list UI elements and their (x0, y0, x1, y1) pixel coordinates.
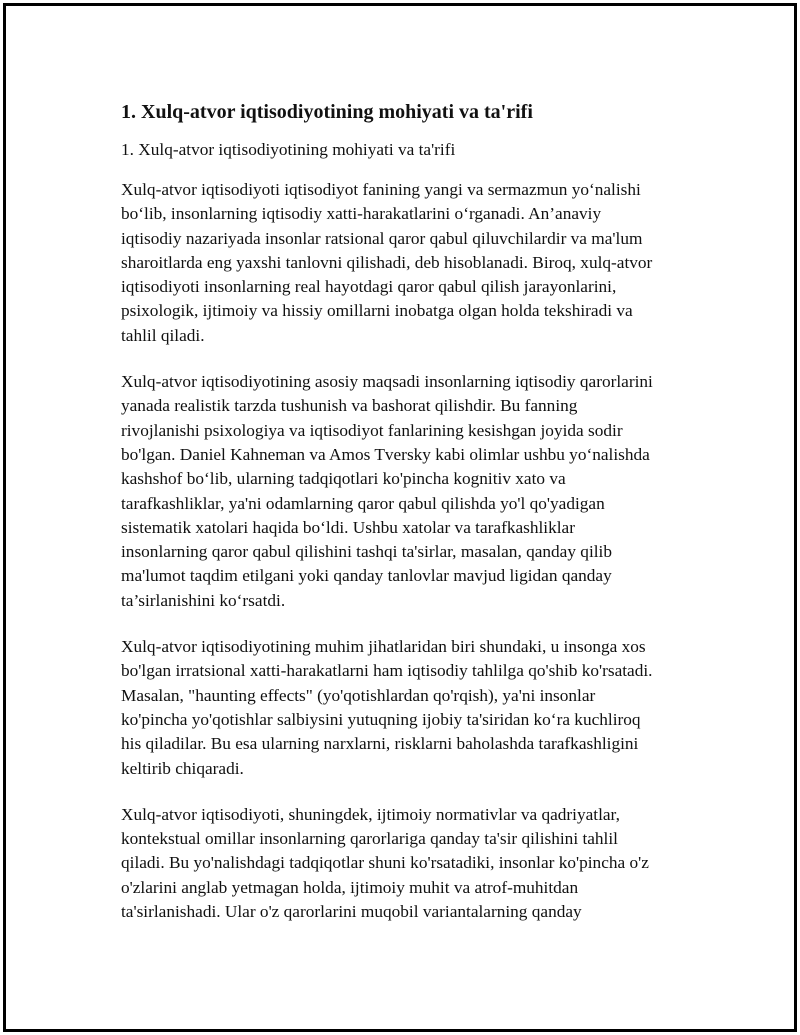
document-subheading: 1. Xulq-atvor iqtisodiyotining mohiyati va ta'rifi (121, 140, 456, 159)
text-line: tahlil qiladi. (121, 325, 205, 345)
text-line: his qiladilar. Bu esa ularning narxlarni, risklarni baholashda tarafkashligini (121, 734, 639, 754)
text-line: ta’sirlanishini ko‘rsatdi. (121, 590, 286, 610)
text-line: yanada realistik tarzda tushunish va bashorat qilishdir. Bu fanning (121, 396, 578, 416)
document-body (121, 98, 701, 946)
text-line: bo'lgan irratsional xatti-harakatlarni ham iqtisodiy tahlilga qo'shib ko'rsatadi. (121, 661, 653, 681)
text-line: ta'sirlanishadi. Ular o'z qarorlarini muqobil variantalarning qanday (121, 902, 582, 922)
page-frame (3, 3, 797, 1032)
paragraph-3 (121, 635, 701, 781)
text-line: bo‘lib, insonlarning iqtisodiy xatti-harakatlarini o‘rganadi. An’anaviy (121, 204, 602, 224)
text-line: keltirib chiqaradi. (121, 758, 244, 778)
text-line: ma'lumot taqdim etilgani yoki qanday tanlovlar mavjud ligidan qanday (121, 566, 612, 586)
text-line: kontekstual omillar insonlarning qarorlariga qanday ta'sir qilishini tahlil (121, 829, 618, 849)
text-line: iqtisodiy nazariyada insonlar ratsional qaror qabul qiluvchilardir va ma'lum (121, 228, 643, 248)
paragraph-2 (121, 370, 701, 613)
text-line: ko'pincha yo'qotishlar salbiysini yutuqning ijobiy ta'siridan ko‘ra kuchliroq (121, 709, 641, 729)
text-line: Masalan, "haunting effects" (yo'qotishlardan qo'rqish), ya'ni insonlar (121, 685, 596, 705)
text-line: Xulq-atvor iqtisodiyotining muhim jihatlaridan biri shundaki, u insonga xos (121, 637, 646, 657)
text-line: tarafkashliklar, ya'ni odamlarning qaror qabul qilishda yo'l qo'yadigan (121, 493, 605, 513)
text-line: psixologik, ijtimoiy va hissiy omillarni inobatga olgan holda tekshiradi va (121, 301, 633, 321)
text-line: rivojlanishi psixologiya va iqtisodiyot fanlarining kesishgan joyida sodir (121, 420, 623, 440)
text-line: iqtisodiyoti insonlarning real hayotdagi qaror qabul qilish jarayonlarini, (121, 277, 617, 297)
text-line: Xulq-atvor iqtisodiyotining asosiy maqsadi insonlarning iqtisodiy qarorlarini (121, 372, 653, 392)
paragraph-1 (121, 178, 701, 348)
text-line: bo'lgan. Daniel Kahneman va Amos Tversky kabi olimlar ushbu yo‘nalishda (121, 444, 650, 464)
text-line: qiladi. Bu yo'nalishdagi tadqiqotlar shuni ko'rsatadiki, insonlar ko'pincha o'z (121, 853, 649, 873)
text-line: Xulq-atvor iqtisodiyoti, shuningdek, ijtimoiy normativlar va qadriyatlar, (121, 804, 620, 824)
text-line: Xulq-atvor iqtisodiyoti iqtisodiyot fanining yangi va sermazmun yo‘nalishi (121, 180, 641, 199)
text-line: o'zlarini anglab yetmagan holda, ijtimoiy muhit va atrof-muhitdan (121, 877, 579, 897)
text-line: sistematik xatolari haqida bo‘ldi. Ushbu xatolar va tarafkashliklar (121, 517, 575, 537)
text-line: kashshof bo‘lib, ularning tadqiqotlari ko'pincha kognitiv xato va (121, 469, 566, 489)
document-heading: 1. Xulq-atvor iqtisodiyotining mohiyati va ta'rifi (121, 101, 533, 123)
text-line: insonlarning qaror qabul qilishini tashqi ta'sirlar, masalan, qanday qilib (121, 542, 612, 562)
text-line: sharoitlarda eng yaxshi tanlovni qilishadi, deb hisoblanadi. Biroq, xulq-atvor (121, 252, 653, 272)
paragraph-4 (121, 803, 701, 924)
